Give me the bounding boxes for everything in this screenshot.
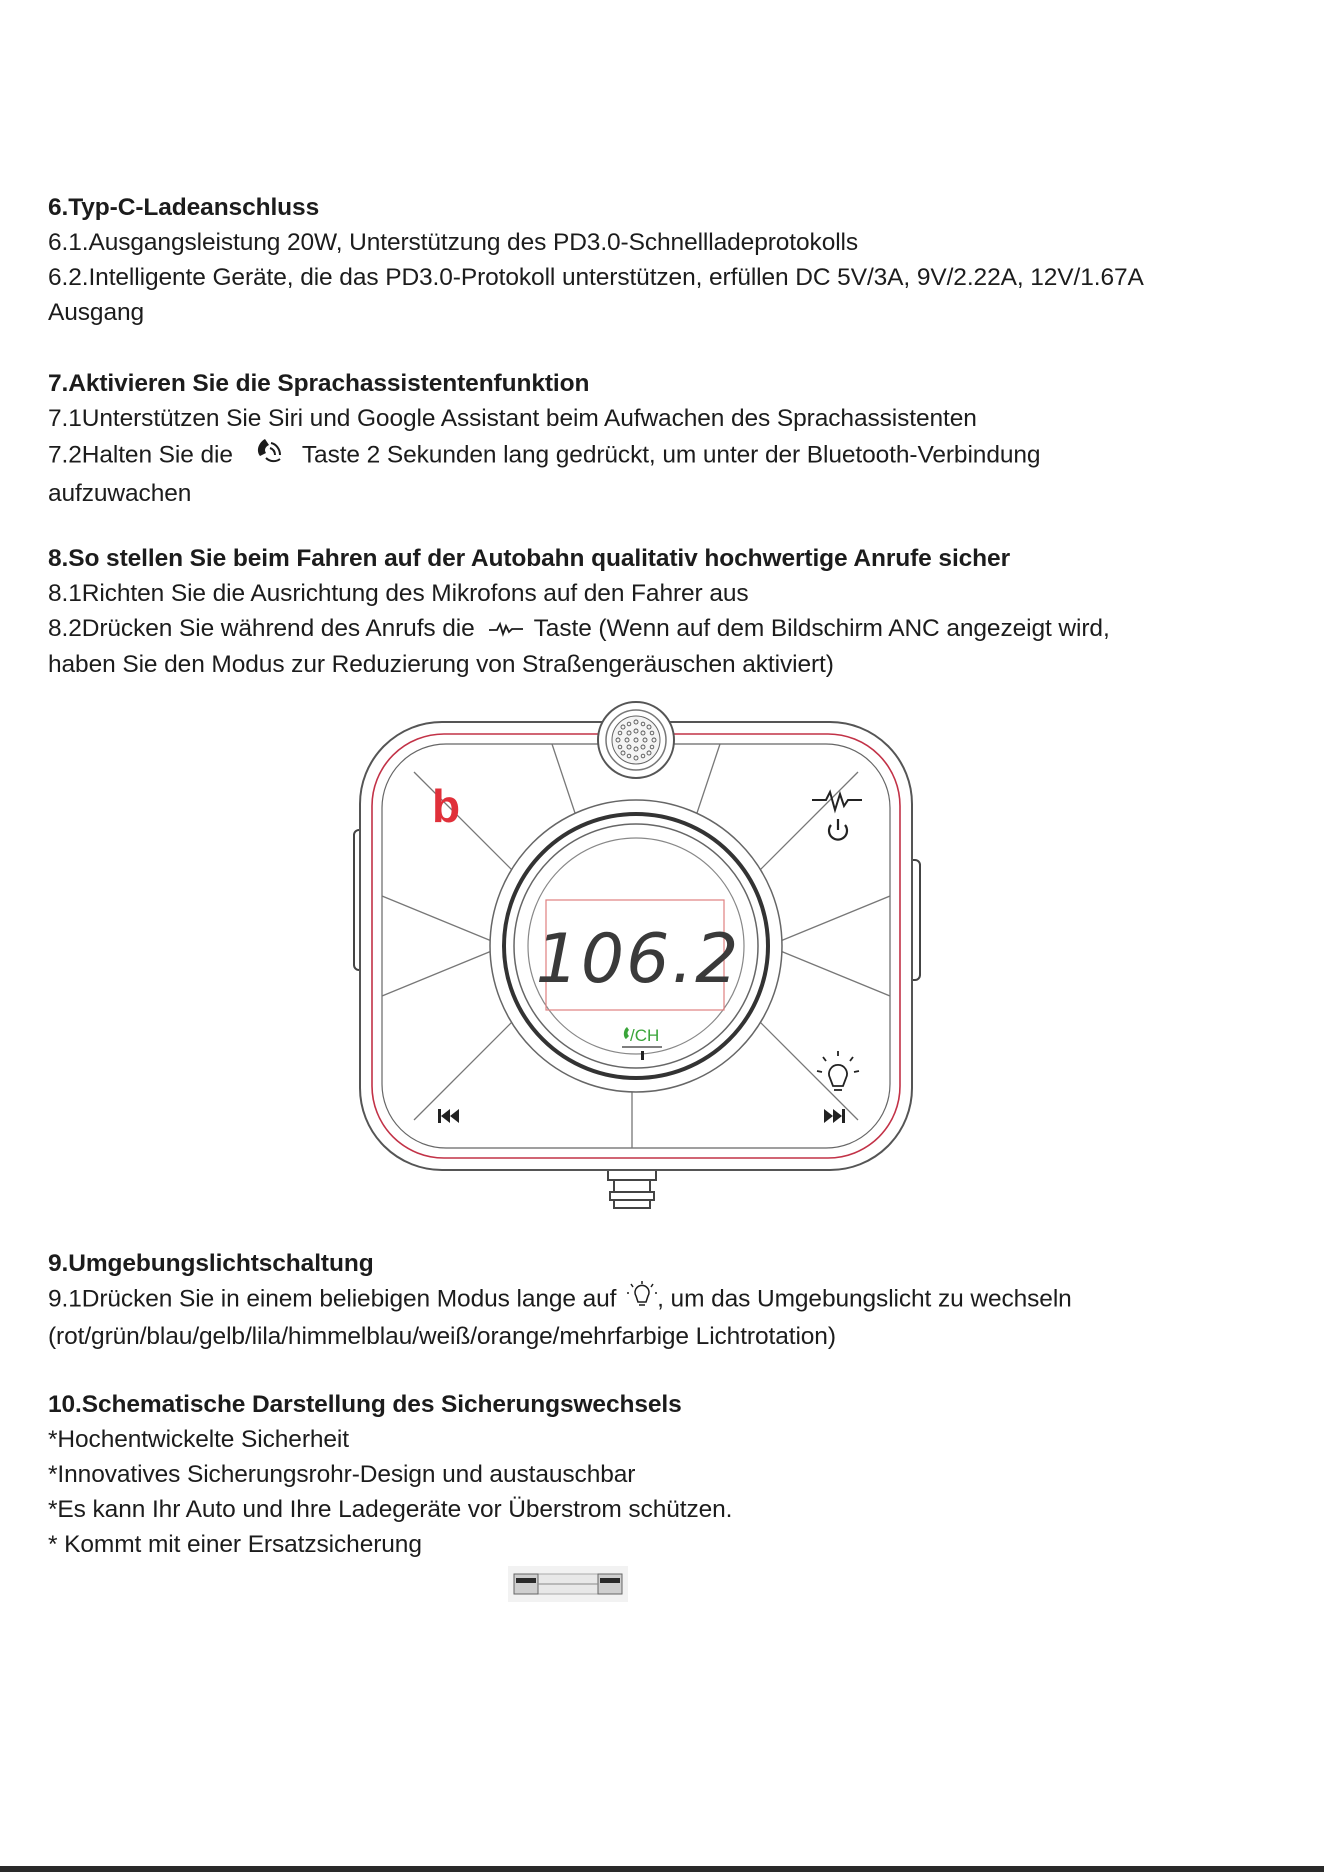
section-7	[48, 366, 1288, 511]
fuse-image	[508, 1566, 628, 1607]
section-8-line-3: haben Sie den Modus zur Reduzierung von Straßengeräuschen aktiviert)	[48, 651, 834, 679]
mic-mini-icon	[641, 1051, 644, 1060]
section-8	[48, 541, 1288, 682]
section-9-line-1-start: 9.1Drücken Sie in einem beliebigen Modus lange auf	[48, 1285, 617, 1313]
section-9-heading: 9.Umgebungslichtschaltung	[48, 1250, 374, 1277]
voice-assistant-icon	[254, 436, 288, 476]
section-7-line-2-start: 7.2Halten Sie die	[48, 441, 233, 469]
section-10-line-4: * Kommt mit einer Ersatzsicherung	[48, 1531, 422, 1558]
section-6-line-3: Ausgang	[48, 299, 145, 326]
brand-logo: b	[431, 780, 461, 832]
bottom-rule	[0, 1866, 1324, 1872]
section-7-line-3: aufzuwachen	[48, 480, 192, 507]
section-7-line-2-end: Taste 2 Sekunden lang gedrückt, um unter der Bluetooth-Verbindung	[301, 441, 1041, 469]
anc-waveform-icon	[489, 612, 525, 647]
section-10	[48, 1387, 1288, 1562]
frequency-display: 106.2	[535, 920, 741, 999]
microphone-grille-icon	[598, 702, 674, 778]
section-8-line-2-start: 8.2Drücken Sie während des Anrufs die	[48, 615, 475, 642]
section-9-line-2: (rot/grün/blau/gelb/lila/himmelblau/weiß/orange/mehrfarbige Lichtrotation)	[48, 1323, 836, 1350]
section-8-line-2	[48, 611, 1288, 647]
light-bulb-icon	[627, 1281, 657, 1319]
channel-label: /CH	[630, 1026, 660, 1045]
section-10-line-1: *Hochentwickelte Sicherheit	[48, 1426, 349, 1453]
section-8-heading: 8.So stellen Sie beim Fahren auf der Autobahn qualitativ hochwertige Anrufe sicher	[48, 545, 1011, 572]
section-8-line-1: 8.1Richten Sie die Ausrichtung des Mikrofons auf den Fahrer aus	[48, 580, 749, 607]
section-10-line-2: *Innovatives Sicherungsrohr-Design und austauschbar	[48, 1461, 636, 1488]
section-9-line-1	[48, 1281, 1288, 1319]
section-6-line-2: 6.2.Intelligente Geräte, die das PD3.0-Protokoll unterstützen, erfüllen DC 5V/3A, 9V/2.22A, 12V/1.67A	[48, 264, 1144, 291]
section-7-line-1: 7.1Unterstützen Sie Siri und Google Assistant beim Aufwachen des Sprachassistenten	[48, 405, 977, 432]
section-8-line-2-end: Taste (Wenn auf dem Bildschirm ANC angezeigt wird,	[533, 615, 1110, 642]
section-10-line-3: *Es kann Ihr Auto und Ihre Ladegeräte vor Überstrom schützen.	[48, 1496, 733, 1523]
section-7-line-2	[48, 436, 1288, 476]
section-6-heading: 6.Typ-C-Ladeanschluss	[48, 194, 320, 221]
fm-transmitter-illustration	[352, 700, 922, 1215]
section-6-line-1: 6.1.Ausgangsleistung 20W, Unterstützung des PD3.0-Schnellladeprotokolls	[48, 229, 859, 256]
section-9-line-1-end: , um das Umgebungslicht zu wechseln	[657, 1285, 1072, 1313]
section-9	[48, 1246, 1288, 1354]
section-10-heading: 10.Schematische Darstellung des Sicherungswechsels	[48, 1391, 682, 1418]
section-7-heading: 7.Aktivieren Sie die Sprachassistentenfunktion	[48, 370, 590, 397]
section-6	[48, 190, 1288, 330]
